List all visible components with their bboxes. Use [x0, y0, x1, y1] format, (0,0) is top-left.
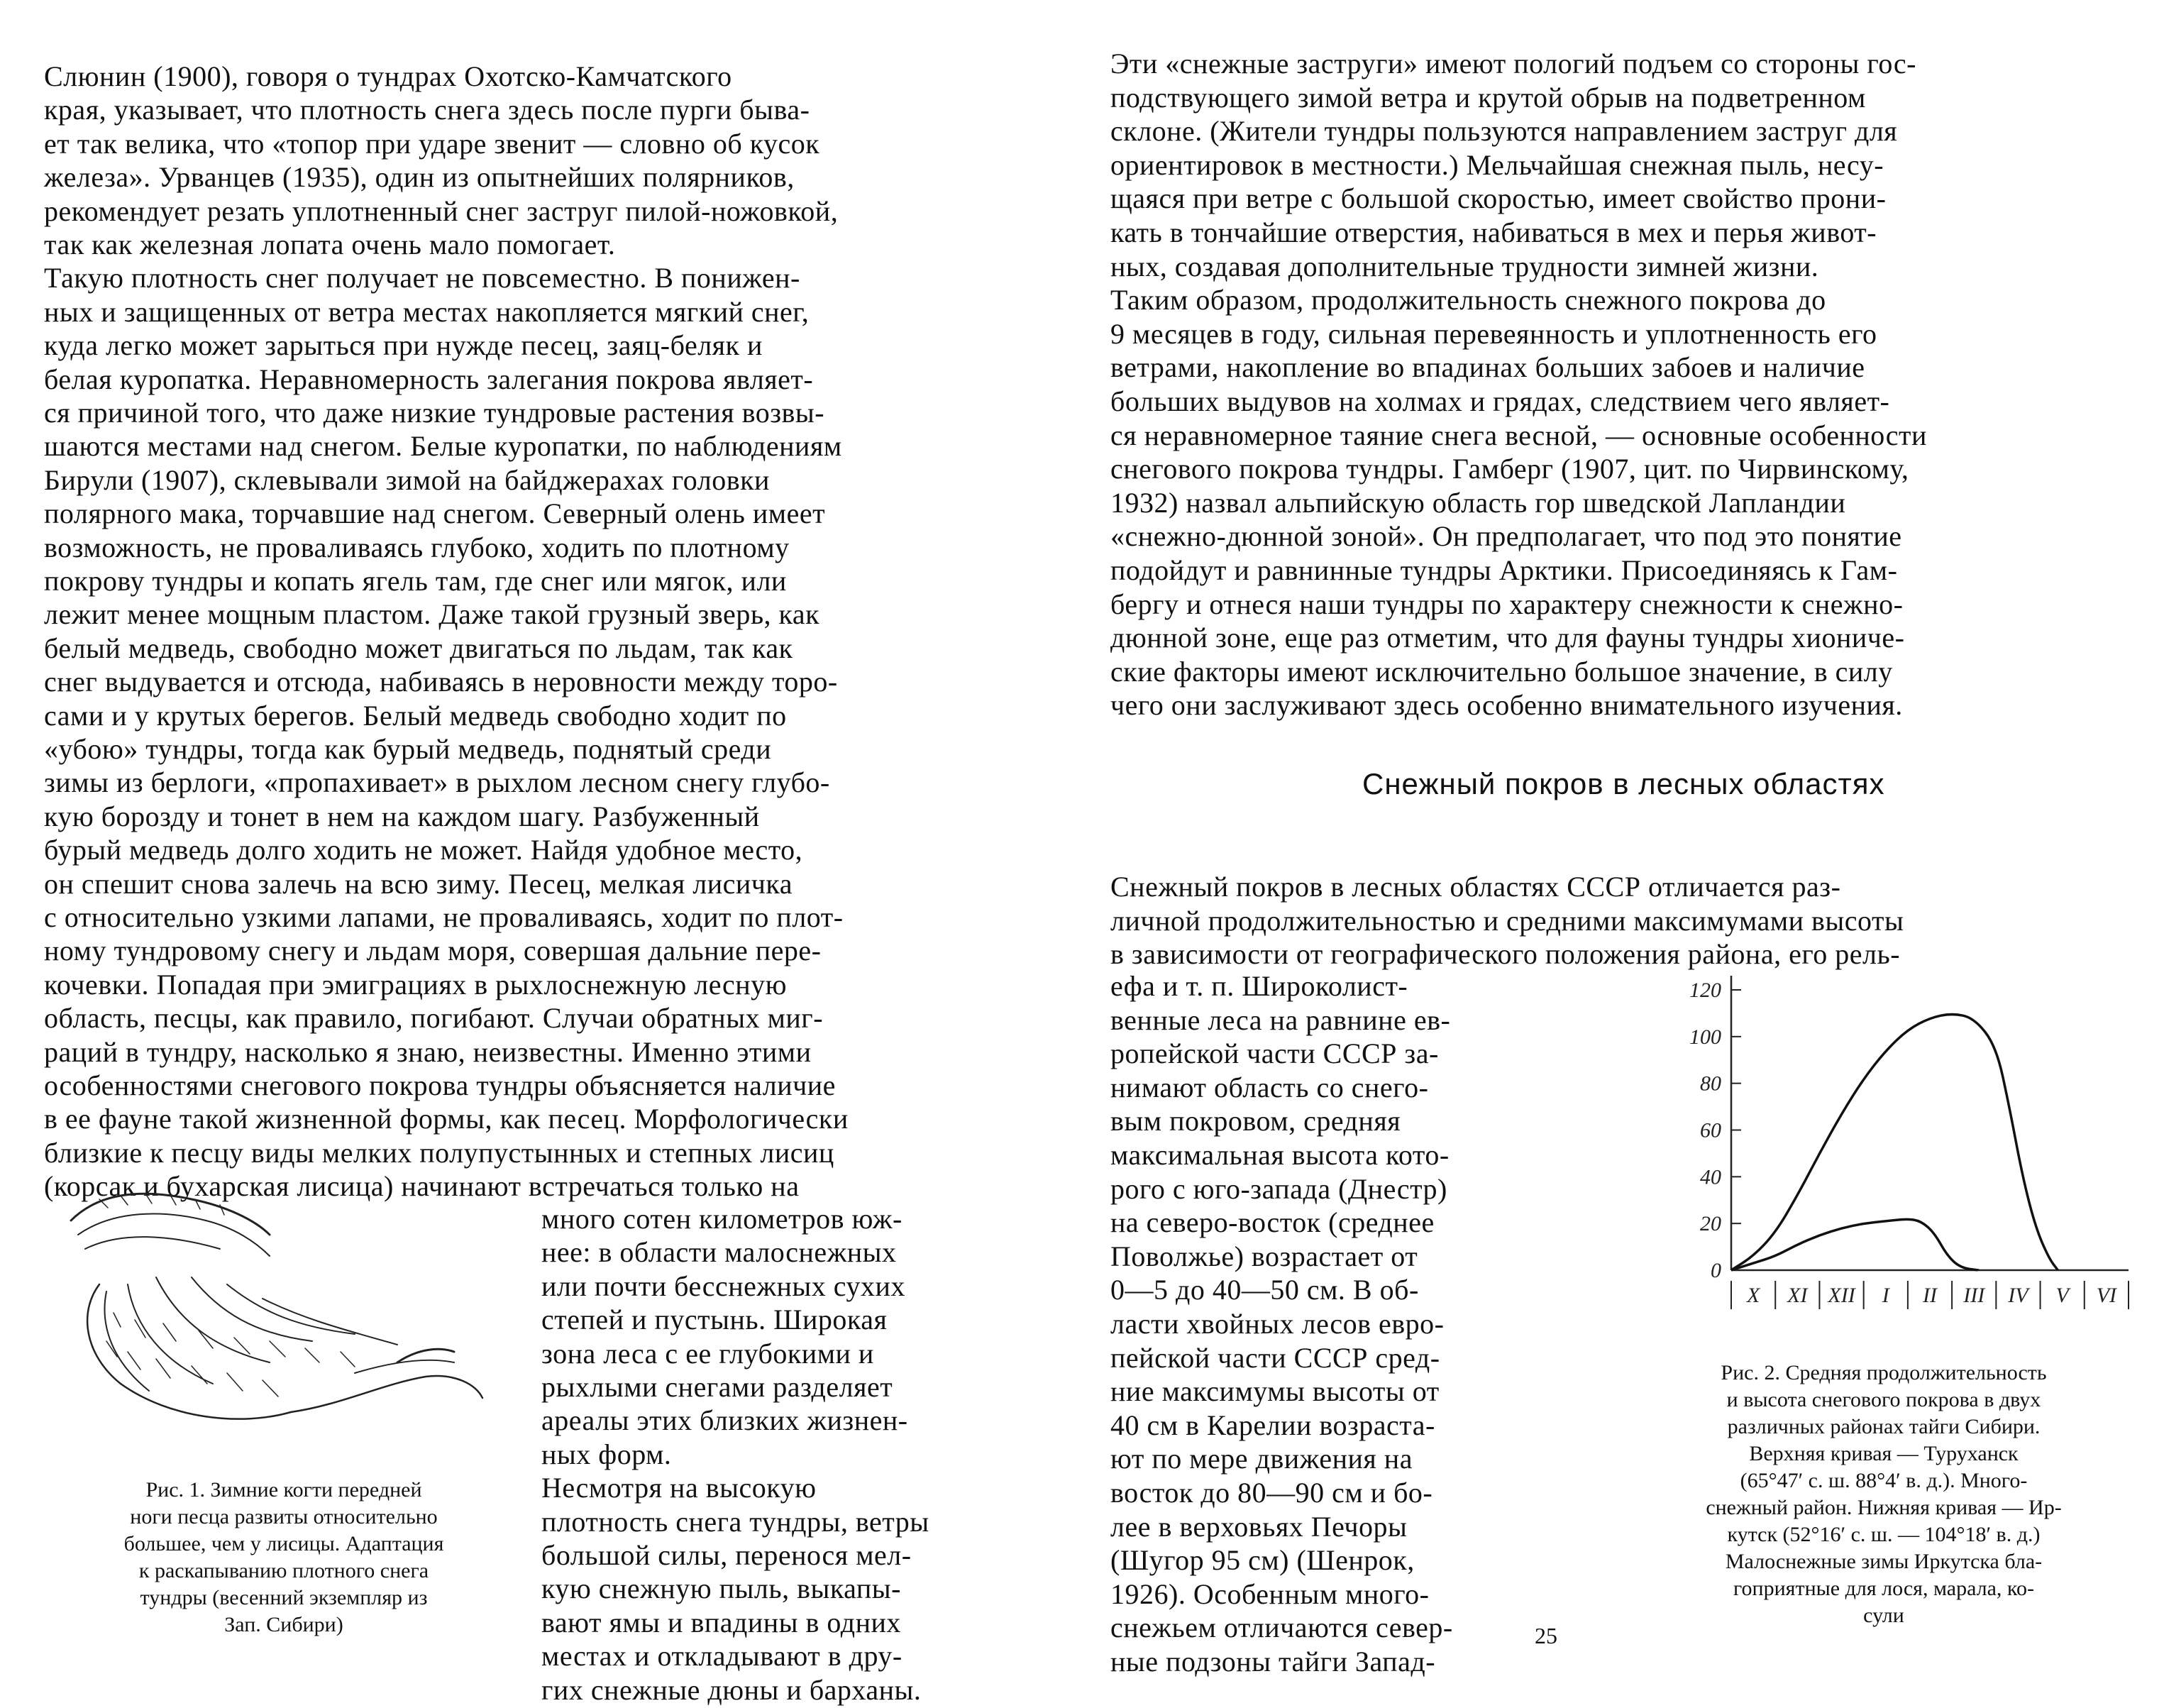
text-line: ных, создавая дополнительные трудности зимней жизни. [1110, 250, 1819, 282]
text-line: вым покровом, средняя [1110, 1105, 1401, 1137]
text-line: лее в верховьях Печоры [1110, 1510, 1408, 1543]
text-line: близкие к песцу виды мелких полупустынных и степных лисиц [44, 1136, 834, 1169]
text-line: Таким образом, продолжительность снежного покрова до [1110, 284, 1826, 316]
text-line: 1926). Особенным много- [1110, 1577, 1430, 1610]
text-line: железа». Урванцев (1935), один из опытнейших полярников, [44, 161, 795, 194]
x-tick-label: I [1882, 1284, 1889, 1307]
text-line: область, песцы, как правило, погибают. Случаи обратных миг- [44, 1002, 824, 1035]
text-line: ся неравномерное таяние снега весной, — основные особенности [1110, 419, 1927, 451]
series-line-turukhansk [1731, 1015, 2058, 1270]
text-line: рого с юго-запада (Днестр) [1110, 1172, 1447, 1205]
caption-line: снежный район. Нижняя кривая — Ир- [1706, 1496, 2062, 1519]
text-line: склоне. (Жители тундры пользуются направлением заструг для [1110, 115, 1898, 148]
text-line: ся причиной того, что даже низкие тундровые растения возвы- [44, 397, 825, 429]
page-number: 25 [1535, 1623, 1557, 1648]
text-line: (корсак и бухарская лисица) начинают встречаться только на [44, 1170, 800, 1203]
text-line: он спешит снова залечь на всю зиму. Песец, мелкая лисичка [44, 867, 793, 900]
text-line: в ее фауне такой жизненной формы, как песец. Морфологически [44, 1103, 849, 1135]
text-line: нимают область со снего- [1110, 1071, 1429, 1103]
text-line: раций в тундру, насколько я знаю, неизвестны. Именно этими [44, 1035, 812, 1068]
text-line: зона леса с ее глубокими и [541, 1337, 874, 1370]
text-line: сами и у крутых берегов. Белый медведь свободно ходит по [44, 699, 787, 732]
text-line: так как железная лопата очень мало помогает. [44, 228, 616, 260]
figure-2-snow-cover-chart [1660, 962, 2157, 1330]
text-line: ориентировок в местности.) Мельчайшая снежная пыль, несу- [1110, 148, 1884, 181]
text-line: личной продолжительностью и средними максимумами высоты [1110, 904, 1904, 937]
text-line: снежьем отличаются север- [1110, 1611, 1453, 1644]
caption-line: к раскапыванию плотного снега [138, 1559, 429, 1582]
x-tick-label: II [1923, 1284, 1937, 1307]
text-line: рекомендует резать уплотненный снег заструг пилой-ножовкой, [44, 194, 839, 227]
caption-line: большее, чем у лисицы. Адаптация [123, 1532, 444, 1555]
y-tick-label: 100 [1689, 1025, 1721, 1049]
caption-line: Зап. Сибири) [224, 1613, 343, 1636]
text-line: Бирули (1907), склевывали зимой на байджерахах головки [44, 463, 770, 496]
text-line: шаются местами над снегом. Белые куропатки, по наблюдениям [44, 430, 842, 463]
text-line: подствующего зимой ветра и крутой обрыв на подветренном [1110, 81, 1866, 114]
text-line: кую снежную пыль, выкапы- [541, 1572, 901, 1605]
text-line: Снежный покров в лесных областях СССР отличается раз- [1110, 871, 1841, 903]
text-line: ветрами, накопление во впадинах больших забоев и наличие [1110, 351, 1865, 384]
y-tick-label: 60 [1700, 1118, 1721, 1142]
text-line: бурый медведь долго ходить не может. Найдя удобное место, [44, 834, 803, 866]
text-line: Несмотря на высокую [541, 1472, 817, 1504]
text-line: в зависимости от географического положения района, его рель- [1110, 938, 1901, 971]
section-heading: Снежный покров в лесных областях [1362, 767, 1885, 800]
text-line: максимальная высота кото- [1110, 1139, 1450, 1171]
text-line: подойдут и равнинные тундры Арктики. Присоединяясь к Гам- [1110, 554, 1898, 586]
text-line: степей и пустынь. Широкая [541, 1304, 888, 1336]
text-line: чего они заслуживают здесь особенно внимательного изучения. [1110, 689, 1903, 722]
x-tick-label: V [2055, 1284, 2069, 1307]
text-line: покрову тундры и копать ягель там, где снег или мягок, или [44, 565, 787, 597]
text-line: 1932) назвал альпийскую область гор шведской Лапландии [1110, 486, 1846, 519]
series-line-irkutsk [1731, 1219, 1978, 1270]
y-tick-label: 120 [1689, 979, 1721, 1002]
caption-line: гоприятные для лося, марала, ко- [1733, 1577, 2034, 1600]
text-line: «убою» тундры, тогда как бурый медведь, поднятый среди [44, 733, 772, 765]
caption-line: (65°47′ с. ш. 88°4′ в. д.). Много- [1740, 1469, 2028, 1492]
text-line: восток до 80—90 см и бо- [1110, 1477, 1433, 1509]
text-line: ному тундровому снегу и льдам моря, совершая дальние пере- [44, 935, 822, 967]
text-line: пейской части СССР сред- [1110, 1341, 1440, 1374]
y-tick-label: 20 [1700, 1212, 1721, 1236]
text-line: ет так велика, что «топор при ударе звенит — словно об кусок [44, 127, 820, 160]
text-line: ные подзоны тайги Запад- [1110, 1646, 1436, 1677]
fox-claws-drawing [71, 1194, 482, 1419]
text-line: ласти хвойных лесов евро- [1110, 1308, 1445, 1340]
text-line: бергу и отнеся наши тундры по характеру снежности к снежно- [1110, 588, 1904, 620]
right-page [1082, 0, 2164, 1677]
text-line: Поволжье) возрастает от [1110, 1240, 1418, 1272]
text-line: 9 месяцев в году, сильная перевеянность и уплотненность его [1110, 317, 1877, 350]
text-line: много сотен километров юж- [541, 1203, 902, 1235]
caption-line: Малоснежные зимы Иркутска бла- [1725, 1550, 2043, 1573]
y-tick-label: 80 [1700, 1071, 1721, 1096]
text-line: особенностями снегового покрова тундры объясняется наличие [44, 1069, 836, 1101]
text-line: снегового покрова тундры. Гамберг (1907, цит. по Чирвинскому, [1110, 453, 1909, 485]
text-line: ных форм. [541, 1438, 672, 1470]
text-line: ареалы этих близких жизнен- [541, 1404, 908, 1437]
text-line: 0—5 до 40—50 см. В об- [1110, 1274, 1419, 1306]
x-tick-label: III [1963, 1284, 1985, 1307]
text-line: щаяся при ветре с большой скоростью, имеет свойство прони- [1110, 182, 1887, 215]
x-tick-label: X [1746, 1284, 1760, 1307]
text-line: большой силы, перенося мел- [541, 1539, 912, 1571]
x-tick-label: VI [2096, 1284, 2117, 1307]
text-line: зимы из берлоги, «пропахивает» в рыхлом лесном снегу глубо- [44, 766, 830, 799]
x-tick-label: IV [2008, 1284, 2028, 1307]
text-line: (Шугор 95 см) (Шенрок, [1110, 1544, 1415, 1577]
x-tick-label: XI [1787, 1284, 1808, 1307]
text-line: кочевки. Попадая при эмиграциях в рыхлоснежную лесную [44, 968, 788, 1001]
caption-line: Рис. 1. Зимние когти передней [145, 1478, 422, 1502]
caption-line: ноги песца развиты относительно [130, 1505, 438, 1528]
caption-line: сули [1863, 1604, 1904, 1627]
text-line: дюнной зоне, еще раз отметим, что для фауны тундры хиониче- [1110, 622, 1905, 654]
text-line: снег выдувается и отсюда, набиваясь в неровности между торо- [44, 666, 838, 698]
caption-line: Верхняя кривая — Туруханск [1749, 1442, 2019, 1465]
text-line: с относительно узкими лапами, не проваливаясь, ходит по плот- [44, 901, 844, 933]
text-line: белая куропатка. Неравномерность залегания покрова являет- [44, 363, 814, 395]
caption-line: Рис. 2. Средняя продолжительность [1721, 1361, 2047, 1384]
text-line: Слюнин (1900), говоря о тундрах Охотско-Камчатского [44, 60, 732, 92]
text-line: «снежно-дюнной зоной». Он предполагает, что под это понятие [1110, 520, 1902, 553]
text-line: ют по мере движения на [1110, 1443, 1413, 1475]
caption-line: и высота снегового покрова в двух [1726, 1388, 2041, 1411]
text-line: ние максимумы высоты от [1110, 1375, 1440, 1408]
text-line: гих снежные дюны и барханы. [541, 1673, 922, 1706]
text-line: нее: в области малоснежных [541, 1236, 897, 1269]
text-line: Такую плотность снег получает не повсеместно. В понижен- [44, 262, 800, 294]
text-line: на северо-восток (среднее [1110, 1206, 1435, 1239]
figure-1-fox-paw-illustration [57, 1171, 511, 1469]
text-line: кать в тончайшие отверстия, набиваться в мех и перья живот- [1110, 216, 1877, 248]
text-line: края, указывает, что плотность снега здесь после пурги быва- [44, 94, 810, 126]
text-line: 40 см в Карелии возраста- [1110, 1409, 1435, 1441]
text-line: куда легко может зарыться при нужде песец, заяц-беляк и [44, 329, 763, 362]
text-line: Эти «снежные заструги» имеют пологий подъем со стороны гос- [1110, 48, 1916, 79]
text-line: венные леса на равнине ев- [1110, 1003, 1451, 1036]
text-line: больших выдувов на холмах и грядах, следствием чего являет- [1110, 385, 1890, 417]
text-line: ские факторы имеют исключительно большое значение, в силу [1110, 655, 1893, 688]
x-tick-label: XII [1828, 1284, 1855, 1307]
text-line: ропейской части СССР за- [1110, 1037, 1439, 1070]
y-tick-label: 40 [1700, 1165, 1721, 1189]
text-line: вают ямы и впадины в одних [541, 1606, 901, 1638]
text-line: плотность снега тундры, ветры [541, 1505, 929, 1538]
y-tick-label: 0 [1711, 1259, 1721, 1282]
left-page [0, 0, 1082, 1706]
text-line: кую борозду и тонет в нем на каждом шагу. Разбуженный [44, 800, 760, 832]
text-line: местах и откладывают в дру- [541, 1640, 902, 1673]
text-line: возможность, не проваливаясь глубоко, ходить по плотному [44, 531, 790, 563]
text-line: ных и защищенных от ветра местах накопляется мягкий снег, [44, 295, 810, 328]
caption-line: кутск (52°16′ с. ш. — 104°18′ в. д.) [1727, 1523, 2041, 1546]
caption-line: различных районах тайги Сибири. [1727, 1415, 2041, 1438]
text-line: рыхлыми снегами разделяет [541, 1371, 893, 1403]
text-line: белый медведь, свободно может двигаться по льдам, так как [44, 632, 793, 664]
text-line: лежит менее мощным пластом. Даже такой грузный зверь, как [44, 598, 820, 631]
caption-line: тундры (весенний экземпляр из [140, 1586, 428, 1609]
text-line: ефа и т. п. Широколист- [1110, 970, 1408, 1002]
text-line: или почти бесснежных сухих [541, 1269, 905, 1302]
text-line: полярного мака, торчавшие над снегом. Северный олень имеет [44, 497, 826, 530]
